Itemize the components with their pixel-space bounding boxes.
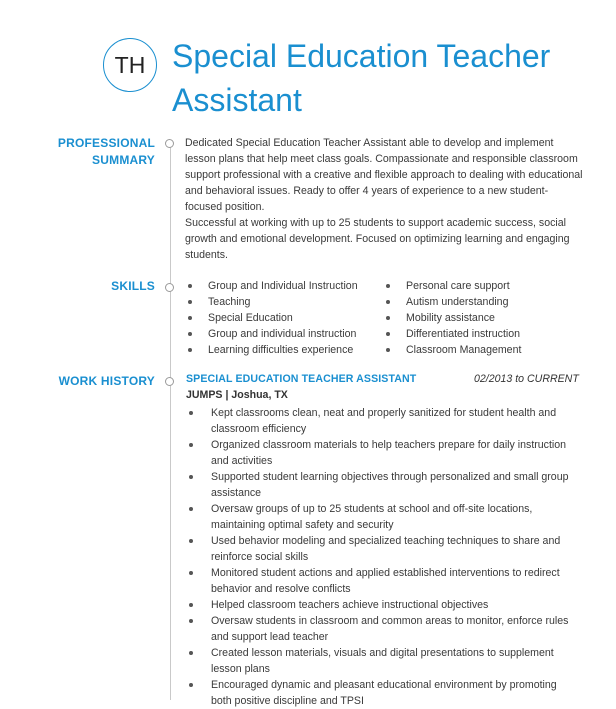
section-title-summary-line2: SUMMARY — [92, 153, 155, 167]
timeline-node-skills — [165, 283, 174, 292]
job-dates: 02/2013 to CURRENT — [474, 373, 579, 385]
skills-list-left — [186, 278, 358, 358]
skill-item: Teaching — [186, 294, 358, 310]
company-location: JUMPS | Joshua, TX — [186, 389, 288, 401]
section-title-summary — [58, 135, 155, 169]
duty-item: Helped classroom teachers achieve instructional objectives — [185, 597, 580, 613]
skill-item: Personal care support — [384, 278, 521, 294]
section-title-summary-line1: PROFESSIONAL — [57, 136, 155, 150]
summary-paragraph-2: Successful at working with up to 25 students to support academic success, social growth and emotional development. Focused on optimizing learning and engaging students. — [185, 217, 570, 261]
skill-item: Group and individual instruction — [186, 326, 358, 342]
duty-item: Oversaw students in classroom and common areas to monitor, enforce rules and support lead teacher — [185, 613, 580, 645]
duty-item: Organized classroom materials to help teachers prepare for daily instruction and activities — [185, 437, 580, 469]
duty-item: Monitored student actions and applied established interventions to redirect behavior and resolve conflicts — [185, 565, 580, 597]
skill-item: Learning difficulties experience — [186, 342, 358, 358]
timeline-line — [170, 140, 171, 700]
summary-text — [185, 135, 585, 263]
timeline-node-summary — [165, 139, 174, 148]
duty-item: Encouraged dynamic and pleasant educational environment by promoting both positive discipline and TPSI — [185, 677, 580, 709]
duty-item: Created lesson materials, visuals and digital presentations to supplement lesson plans — [185, 645, 580, 677]
skills-list-right — [384, 278, 521, 358]
duty-item: Used behavior modeling and specialized teaching techniques to share and reinforce social skills — [185, 533, 580, 565]
skill-item: Mobility assistance — [384, 310, 521, 326]
section-title-skills: SKILLS — [111, 279, 155, 293]
summary-paragraph-1: Dedicated Special Education Teacher Assistant able to develop and implement lesson plans that help meet class goals. Compassionate and responsible classroom support professional with a creative and flexible approach to dealing with educational and behavioral issues. Ready to offer 4 years of experience to a new student-focused position. — [185, 137, 583, 213]
skill-item: Classroom Management — [384, 342, 521, 358]
duty-item: Supported student learning objectives through personalized and small group assistance — [185, 469, 580, 501]
job-title: SPECIAL EDUCATION TEACHER ASSISTANT — [186, 373, 417, 385]
duty-item: Oversaw groups of up to 25 students at school and off-site locations, maintaining optimal safety and security — [185, 501, 580, 533]
timeline-node-work — [165, 377, 174, 386]
skill-item: Special Education — [186, 310, 358, 326]
job-duties-list — [185, 405, 580, 709]
duty-item: Kept classrooms clean, neat and properly sanitized for student health and classroom efficiency — [185, 405, 580, 437]
candidate-name: Special Education Teacher Assistant — [172, 38, 551, 118]
initials-monogram — [103, 38, 157, 92]
skill-item: Autism understanding — [384, 294, 521, 310]
section-title-work: WORK HISTORY — [58, 374, 155, 388]
skill-item: Group and Individual Instruction — [186, 278, 358, 294]
initials-text: TH — [114, 51, 146, 78]
skill-item: Differentiated instruction — [384, 326, 521, 342]
